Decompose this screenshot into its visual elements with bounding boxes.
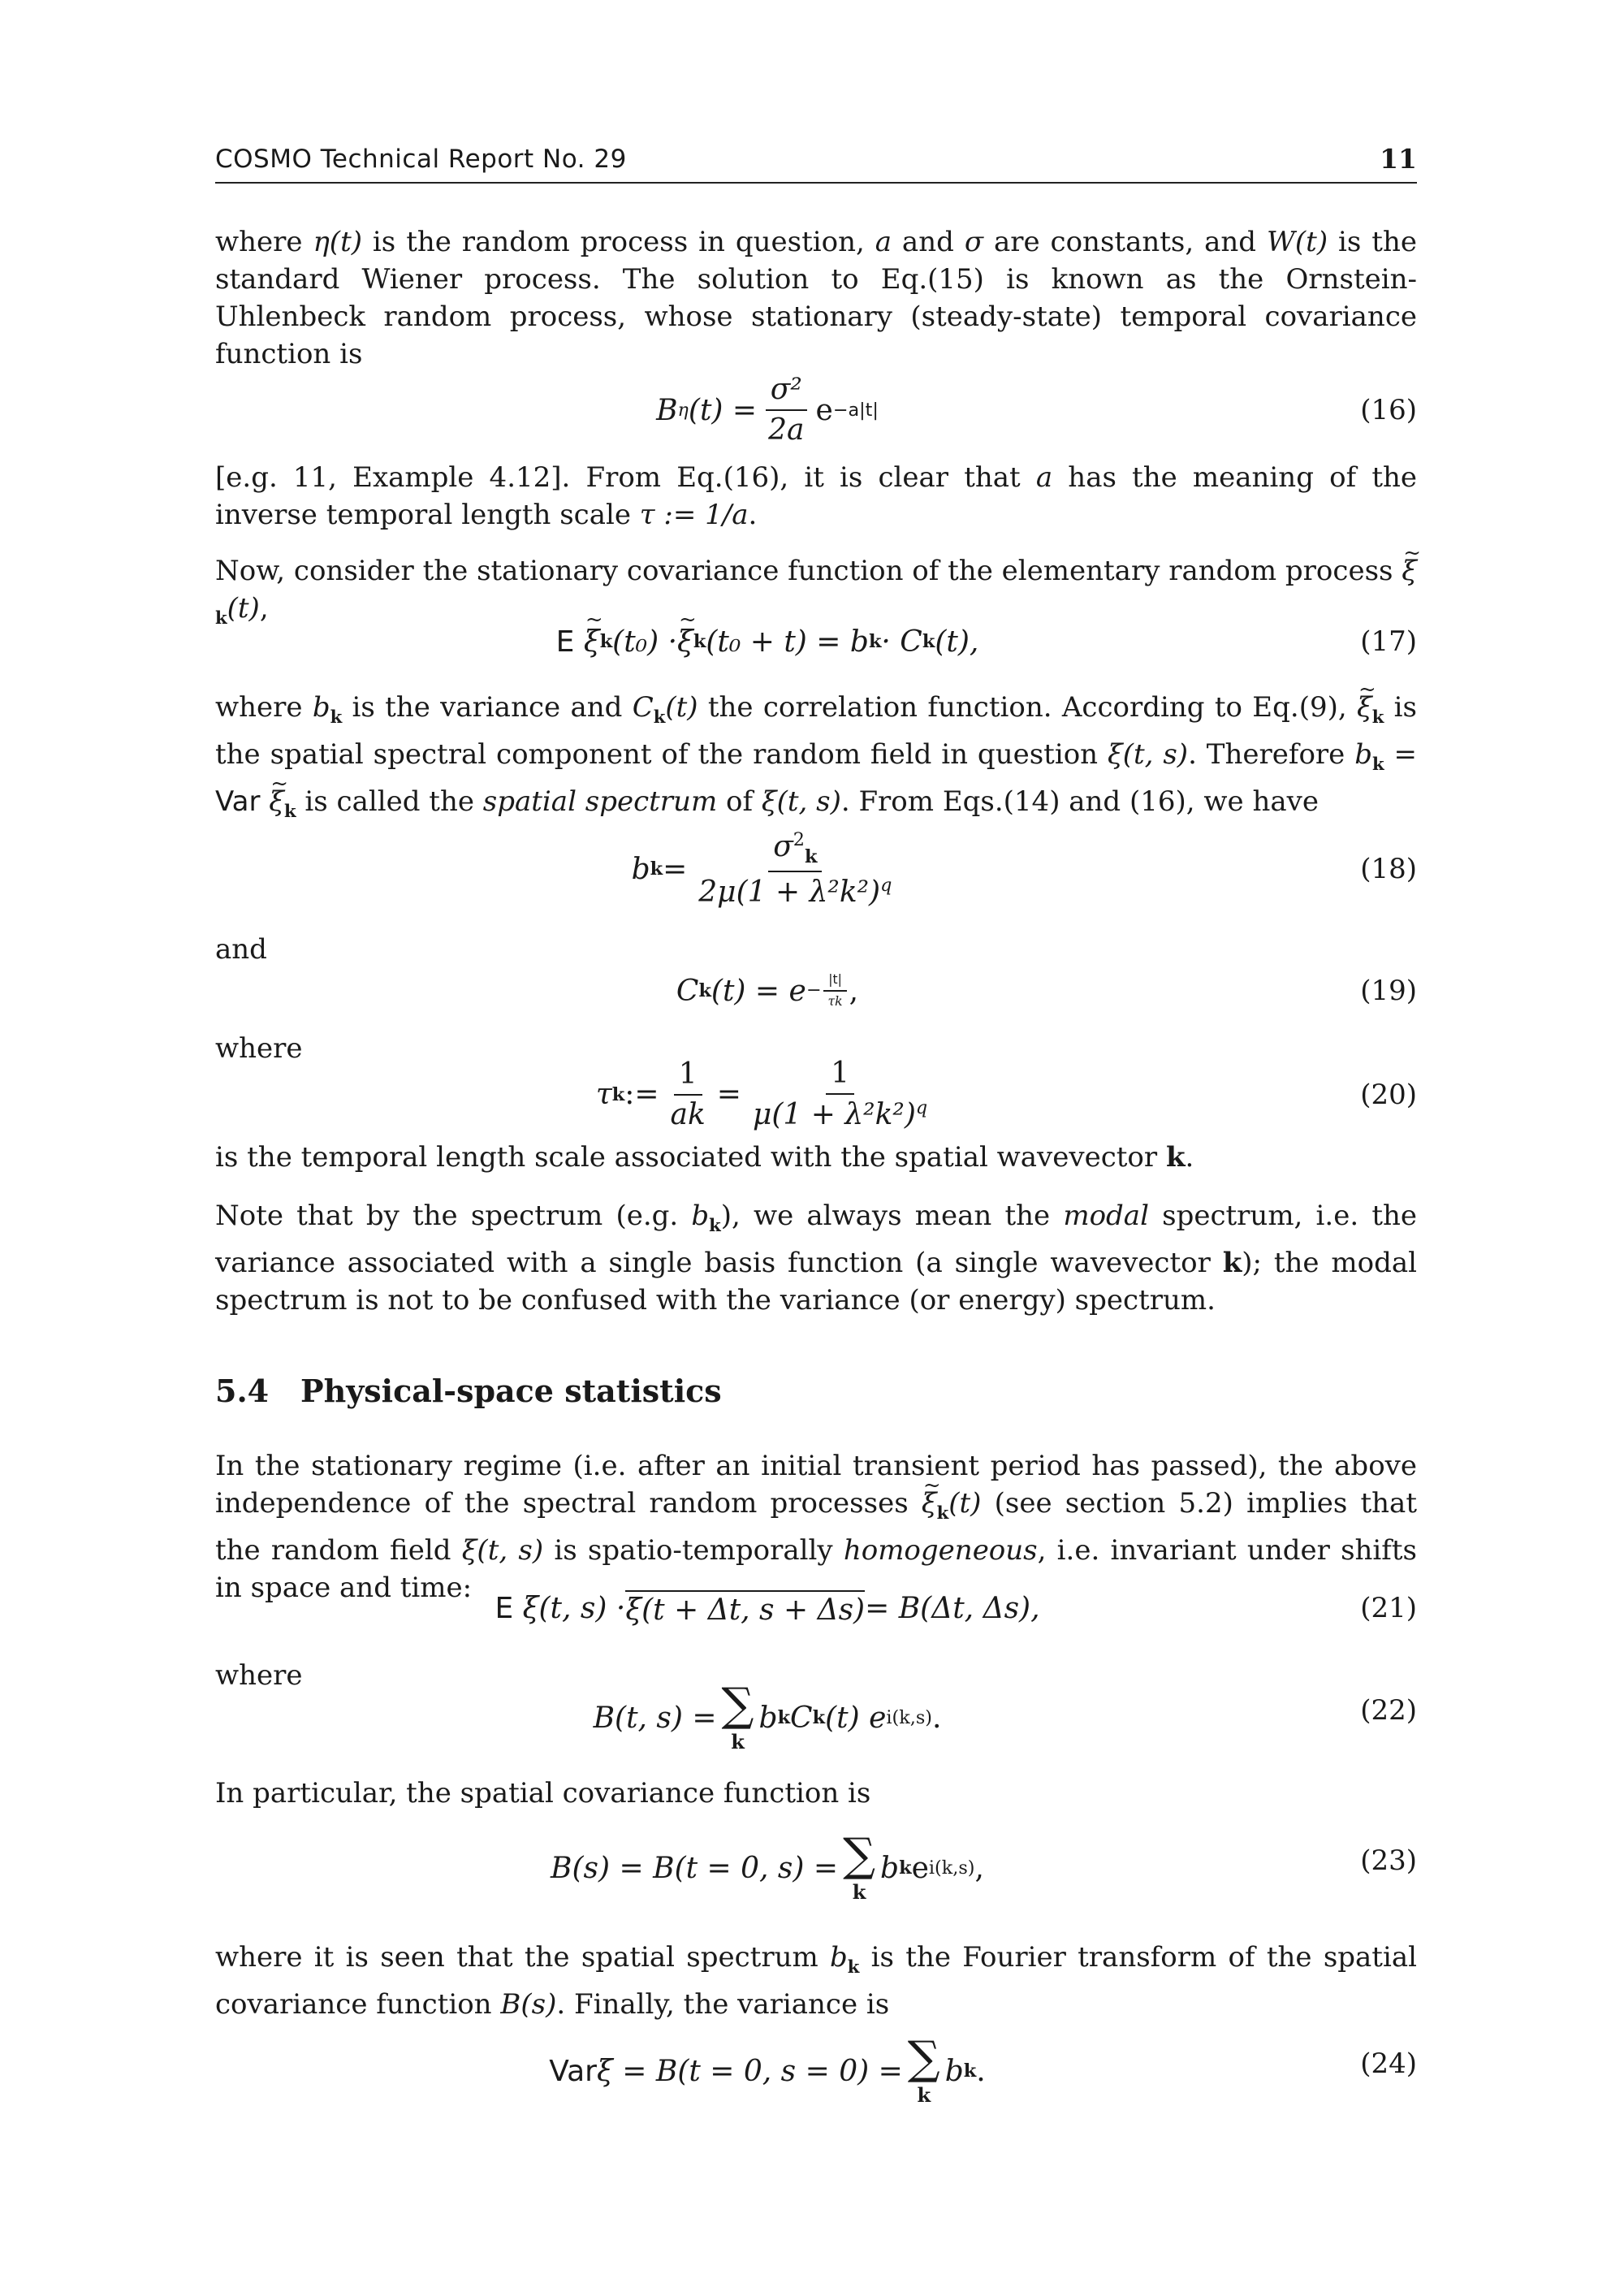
equation-number: (22): [1360, 1694, 1417, 1727]
paragraph-8: In particular, the spatial covariance function is: [215, 1777, 871, 1810]
equation-21: E ξ(t, s) · ξ(t + Δt, s + Δs) = B(Δt, Δs), (21): [495, 1591, 1417, 1627]
paragraph-3: Now, consider the stationary covariance function of the elementary random process ~ $\xi_k(t)$,: [215, 552, 1417, 637]
equation-number: (19): [1360, 975, 1417, 1007]
equation-24: Var ξ = B(t = 0, s = 0) = ∑ k b k . (24): [549, 2031, 1417, 2107]
paragraph-9: where it is seen that the spatial spectrum $b_k$ is the Fourier transform of the spatial covariance function B(s). Finally, the variance is: [215, 1941, 1417, 2021]
equation-19: C k (t) = e − $\frac{|t|}{\tau k}$ , (19): [676, 971, 1417, 1009]
equation-17: E ~ ξ k (t₀) · ~ ξ k (t₀ + t) = b k · C k (t), (17): [215, 609, 1417, 674]
page-number: 11: [1380, 143, 1417, 175]
equation-16: B η (t) = $\frac{\text{σ²}}{2a}$ e −a|t| (16): [656, 373, 1417, 447]
paragraph-5: is the temporal length scale associated with the spatial wavevector k.: [215, 1141, 1194, 1174]
paragraph-4: where $b_k$ is the variance and $C_k(t)$ the correlation function. According to Eq.(9), ~ $\xi_k$ is the spatial spectral component of the random field in question ξ(t, s). Therefore $b_k$ = Var ~ $\xi_k$ is called the spatial spectrum of ξ(t, s). From Eqs.(14) and (16), we have: [215, 689, 1417, 829]
label-and: and: [215, 933, 267, 966]
equation-number: (21): [1360, 1592, 1417, 1624]
equation-20: τ k := $\frac{1}{ak}$ = $\frac{1}{\mu(1 + \lambda^2k^2)^q}$ (20): [595, 1057, 1417, 1131]
section-heading: [215, 1373, 722, 1409]
equation-number: (23): [1360, 1844, 1417, 1878]
paragraph-7: In the stationary regime (i.e. after an initial transient period has passed), the above independence of the spectral random processes ~ $\xi_k(t)$ (see section 5.2) implies that the random field ξ(t, s) is spatio-temporally homogeneous, i.e. invariant under shifts in space and time:: [215, 1447, 1417, 1606]
paragraph-1: where η(t) is the random process in question, a and σ are constants, and W(t) is the standard Wiener process. The solution to Eq.(15) is known as the Ornstein-Uhlenbeck random process, whose stationary (steady-state) temporal covariance function is: [215, 226, 1417, 370]
label-where-1: where: [215, 1032, 303, 1065]
section-title: Physical-space statistics: [300, 1373, 722, 1409]
equation-number: (20): [1360, 1078, 1417, 1111]
header-title: COSMO Technical Report No. 29: [215, 145, 627, 174]
equation-number: (24): [1360, 2047, 1417, 2081]
equation-23: B(s) = B(t = 0, s) = ∑ k b k e i(k,s) , (23): [551, 1828, 1417, 1904]
label-where-2: where: [215, 1659, 303, 1692]
paragraph-2: [e.g. 11, Example 4.12]. From Eq.(16), it is clear that a has the meaning of the inverse temporal length scale τ := 1/a.: [215, 461, 1417, 531]
paragraph-6: Note that by the spectrum (e.g. $b_k$), we always mean the modal spectrum, i.e. the variance associated with a single basis function (a single wavevector k); the modal spectrum is not to be confused with the variance (or energy) spectrum.: [215, 1200, 1418, 1317]
equation-number: (17): [1360, 625, 1417, 658]
equation-22: B(t, s) = ∑ k b k C k (t) e i(k,s) . (22): [593, 1678, 1417, 1753]
equation-number: (18): [1360, 853, 1417, 885]
page-header: [215, 145, 1417, 184]
equation-18: b k = $\frac{\sigma^2_k}{2\mu(1 + \lambda^2k^2)^q}$ (18): [631, 828, 1417, 909]
section-number: 5.4: [215, 1373, 270, 1409]
equation-number: (16): [1360, 394, 1417, 426]
